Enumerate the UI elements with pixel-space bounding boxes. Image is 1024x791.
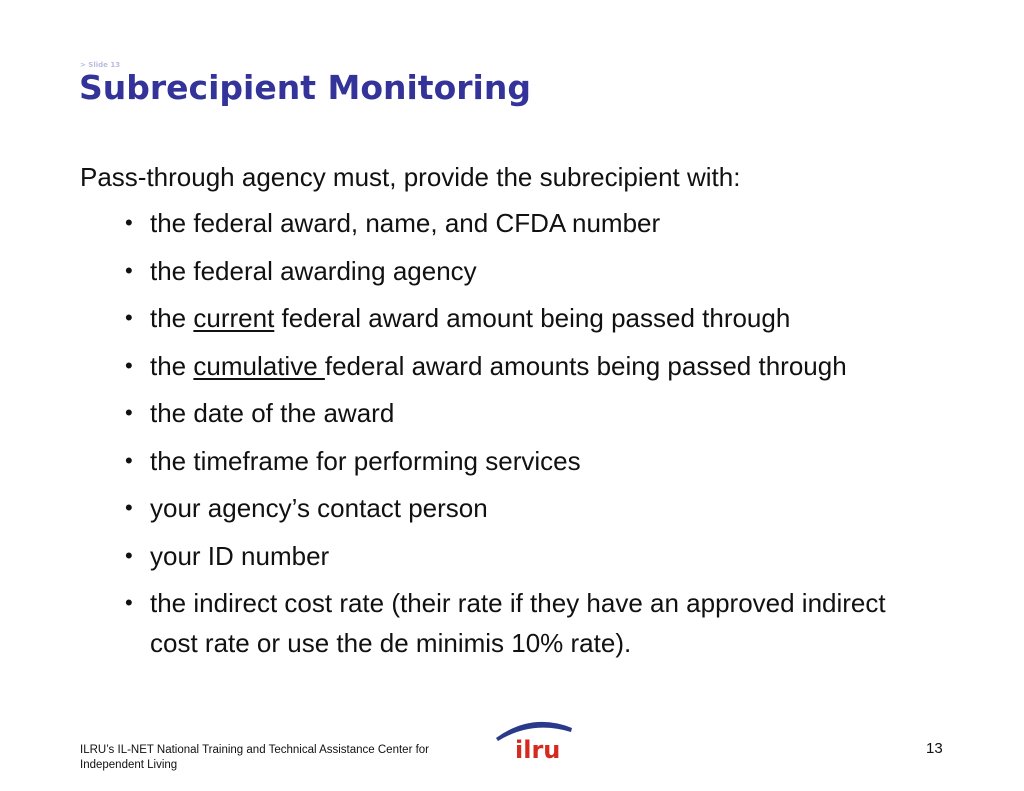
- page-number: 13: [926, 740, 943, 757]
- bullet-icon: •: [125, 447, 133, 473]
- list-item-text-post: federal award amount being passed through: [274, 303, 791, 333]
- list-item-text: the federal awarding agency: [150, 255, 477, 286]
- list-item-text-pre: the: [150, 303, 194, 333]
- intro-text: Pass-through agency must, provide the subrecipient with:: [80, 162, 741, 192]
- list-item-text: the indirect cost rate (their rate if they have an approved indirect cost rate or use the de minimis 10% rate).: [150, 588, 886, 658]
- list-item: [125, 491, 1005, 525]
- list-item: [125, 396, 1005, 430]
- bullet-icon: •: [125, 257, 133, 283]
- list-item: [125, 583, 910, 663]
- list-item: [125, 254, 1005, 288]
- underlined-word-current: current: [193, 303, 275, 333]
- ilru-logo: [492, 718, 580, 762]
- list-item-text: your ID number: [150, 540, 330, 571]
- bullet-icon: •: [125, 210, 133, 235]
- list-item-text: your agency’s contact person: [150, 493, 488, 523]
- list-item: [125, 539, 1005, 573]
- ilru-logo-icon: [492, 718, 580, 762]
- bullet-icon: •: [125, 495, 133, 520]
- bullet-icon: •: [125, 305, 133, 330]
- list-item-text: the federal award, name, and CFDA number: [150, 208, 661, 238]
- list-item-text-post: federal award amounts being passed through: [324, 350, 847, 381]
- page-title: Subrecipient Monitoring: [79, 68, 531, 107]
- list-item-text: the date of the award: [150, 398, 395, 428]
- bullet-list: [125, 206, 1005, 677]
- slide-tag: > Slide 13: [80, 61, 121, 69]
- footer-organization-text: ILRU’s IL-NET National Training and Technical Assistance Center for Independent Living: [80, 744, 430, 771]
- list-item: [125, 206, 1005, 240]
- list-item-text-pre: the: [150, 350, 194, 381]
- bullet-icon: •: [125, 542, 133, 568]
- bullet-icon: •: [125, 400, 133, 425]
- list-item: [125, 301, 1005, 335]
- list-item-text: the timeframe for performing services: [150, 445, 581, 476]
- bullet-icon: •: [125, 590, 133, 615]
- list-item: [125, 349, 1005, 383]
- bullet-icon: •: [125, 352, 133, 378]
- list-item: [125, 444, 1005, 478]
- logo-text: ilru: [515, 736, 561, 762]
- underlined-word-cumulative: cumulative: [193, 350, 325, 381]
